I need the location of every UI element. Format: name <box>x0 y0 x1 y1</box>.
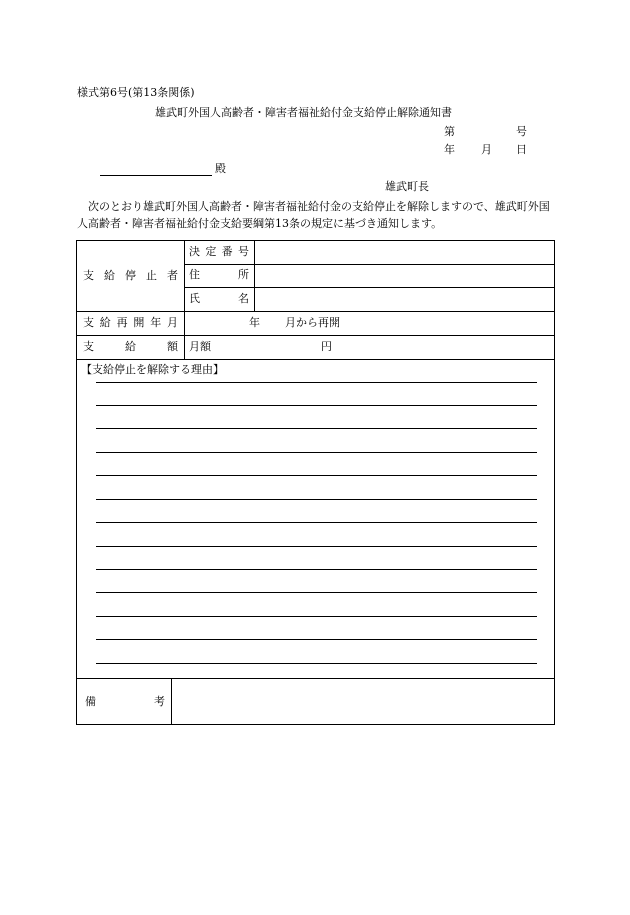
table-rule <box>77 678 554 679</box>
notice-body-text: 次のとおり雄武町外国人高齢者・障害者福祉給付金の支給停止を解除しますので、雄武町外国人高齢者・障害者福祉給付金支給要綱第13条の規定に基づき通知します。 <box>77 200 550 230</box>
reason-write-line <box>96 663 537 664</box>
table-rule <box>77 359 554 360</box>
document-number-prefix: 第 <box>444 125 455 138</box>
decision-number-field[interactable] <box>257 243 552 263</box>
name-field[interactable] <box>257 289 552 309</box>
table-rule <box>254 241 255 311</box>
document-title: 雄武町外国人高齢者・障害者福祉給付金支給停止解除通知書 <box>155 106 452 119</box>
reason-write-line <box>96 382 537 383</box>
amount-monthly-label: 月額 <box>189 340 211 353</box>
date-day-label: 日 <box>516 143 527 156</box>
reason-write-line <box>96 405 537 406</box>
restart-year-label: 年 <box>249 316 260 329</box>
date-month-label: 月 <box>481 143 492 156</box>
restart-month-label: 月から再開 <box>285 316 340 329</box>
remarks-field[interactable] <box>175 681 552 723</box>
recipient-label: 支 給 停 止 者 <box>83 269 178 282</box>
reason-write-line <box>96 592 537 593</box>
address-label: 住 所 <box>189 268 249 281</box>
name-label: 氏 名 <box>189 292 249 305</box>
table-rule <box>184 264 554 265</box>
reason-heading: 【支給停止を解除する理由】 <box>81 363 224 376</box>
restart-date-label: 支 給 再 開 年 月 <box>83 316 178 329</box>
reason-write-line <box>96 475 537 476</box>
addressee-honorific: 殿 <box>215 162 226 175</box>
table-rule <box>77 311 554 312</box>
reason-write-line <box>96 546 537 547</box>
reason-write-line <box>96 452 537 453</box>
table-rule <box>77 335 554 336</box>
reason-write-line <box>96 428 537 429</box>
table-rule <box>171 678 172 724</box>
notice-form-table <box>76 240 555 725</box>
reason-write-line <box>96 522 537 523</box>
addressee-blank-line <box>100 175 212 176</box>
address-field[interactable] <box>257 266 552 286</box>
reason-write-line <box>96 616 537 617</box>
reason-write-line <box>96 499 537 500</box>
form-number-label: 様式第6号(第13条関係) <box>77 86 195 99</box>
issuer-name: 雄武町長 <box>385 180 429 193</box>
remarks-label: 備 考 <box>85 695 165 708</box>
amount-yen-unit: 円 <box>321 340 332 353</box>
table-rule <box>184 241 185 359</box>
date-year-label: 年 <box>444 143 455 156</box>
table-rule <box>184 287 554 288</box>
document-number-suffix: 号 <box>516 125 527 138</box>
reason-write-line <box>96 639 537 640</box>
decision-number-label: 決 定 番 号 <box>189 245 249 258</box>
reason-write-line <box>96 569 537 570</box>
amount-label: 支 給 額 <box>83 340 178 353</box>
